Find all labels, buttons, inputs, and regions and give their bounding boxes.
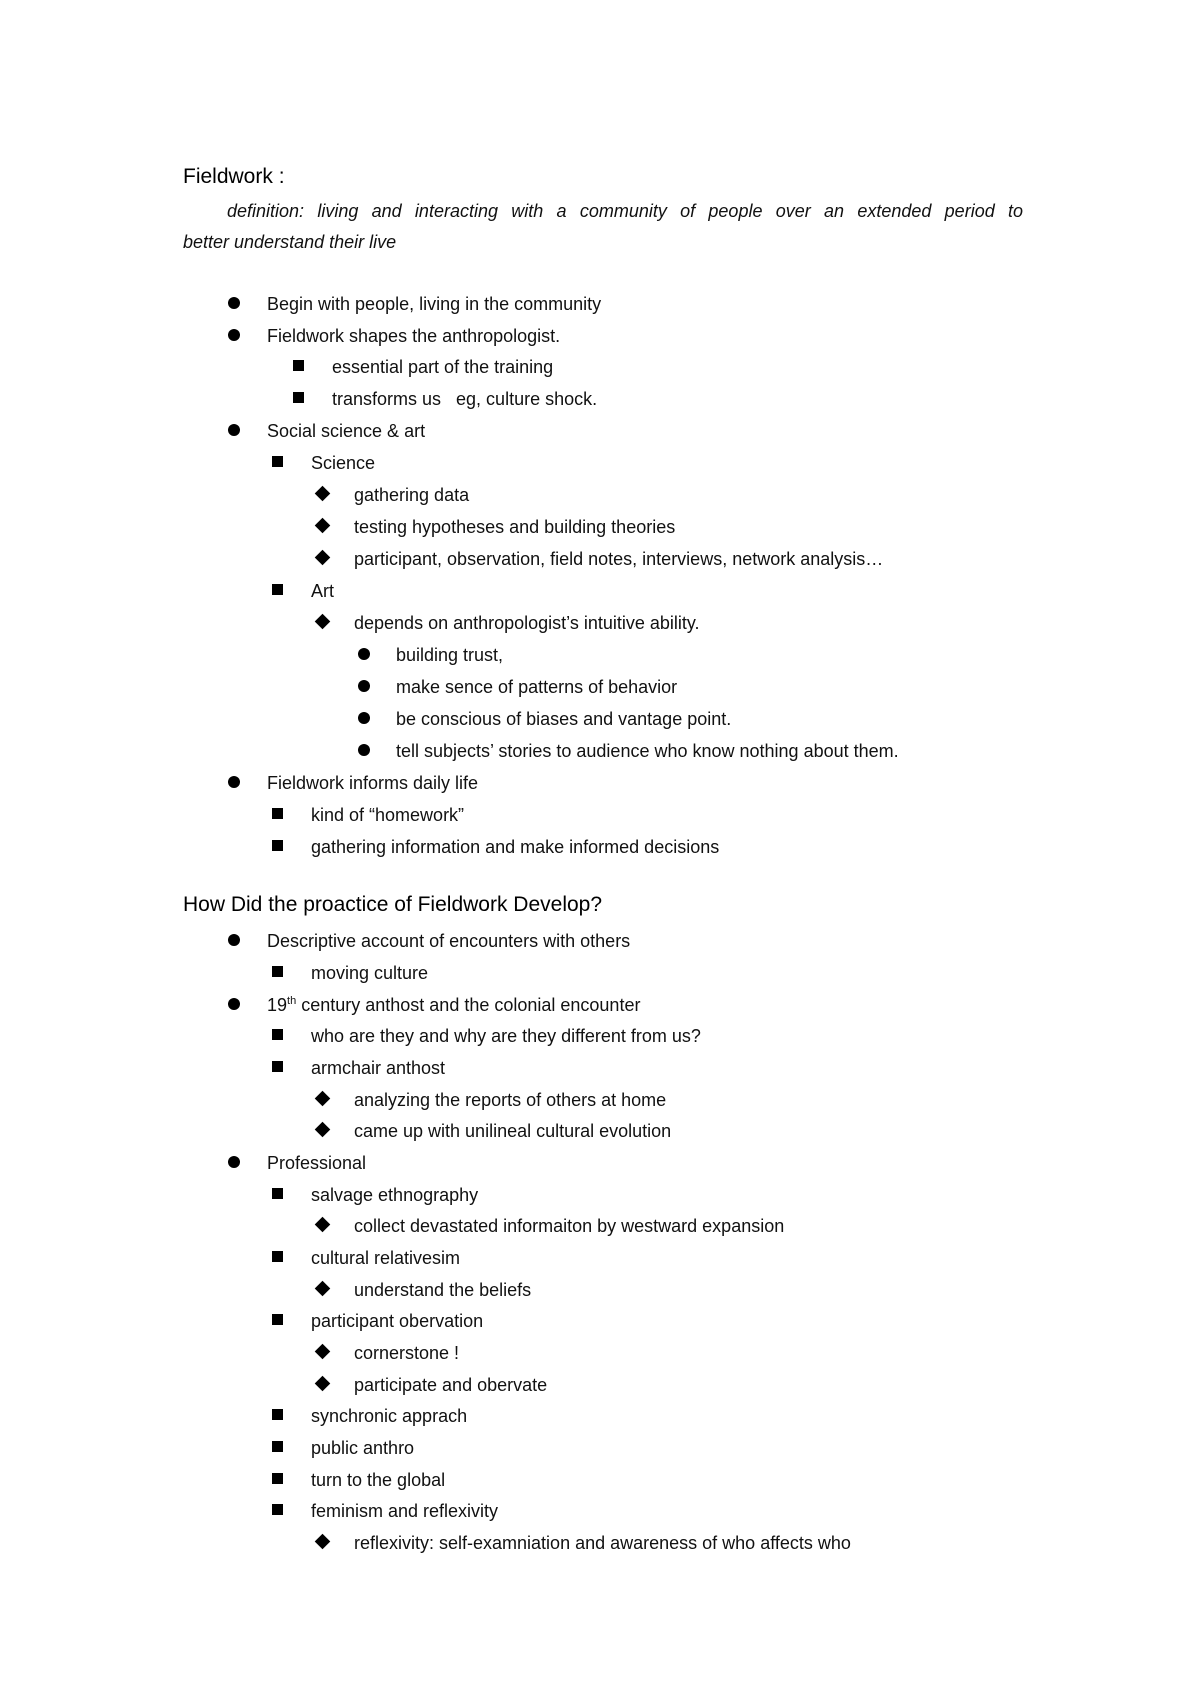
document-page: Fieldwork : definition: living and interacting with a community of people over an extended period to better understand their live Begin with people, living in the community Fieldwork shapes the anthropologist. essential part of the training transforms us eg, culture shock. Social science & art Science gathering data testing hypotheses and building theories participant, observation, field notes, interviews, network analysis… Art depends on anthropologist’s intuitive ability. building trust, make sence of patterns of behavior be conscious of biases and vantage point. tell subjects’ stories to audience who know nothing about them. Fieldwork informs daily life kind of “homework” gathering information and make informed decisions How Did the proactice of Fieldwork Develop? Descriptive account of encounters with others moving culture 19th century anthost and the colonial encounter who are they and why are they different from us? armchair anthost analyzing the reports of others at home came up with unilineal cultural evolution Professional salvage ethnography collect devastated informaiton by westward expansion cultural relativesim understand the beliefs participant obervation cornerstone ! participate and obervate synchronic apprach public anthro turn to the global feminism and reflexivity reflexivity: self-examniation and awareness of who affects who — [183, 165, 1023, 1553]
bullet-square-icon — [272, 808, 283, 819]
bullet-square-icon — [272, 1314, 283, 1325]
bullet-dot-icon — [228, 424, 240, 436]
bullet-square-icon — [272, 840, 283, 851]
section-title-history: How Did the proactice of Fieldwork Develop? — [183, 893, 603, 916]
definition-paragraph — [183, 196, 1023, 258]
bullet-dot-icon — [228, 329, 240, 341]
definition-line-2: better understand their live — [183, 232, 397, 252]
bullet-diamond-icon — [315, 1376, 331, 1392]
bullet-diamond-icon — [315, 1344, 331, 1360]
bullet-square-icon — [272, 966, 283, 977]
bullet-square-icon — [293, 392, 304, 403]
bullet-diamond-icon — [315, 1534, 331, 1550]
bullet-square-icon — [272, 1251, 283, 1262]
bullet-dot-icon — [358, 680, 370, 692]
bullet-dot-icon — [228, 297, 240, 309]
bullet-dot-icon — [228, 998, 240, 1010]
definition-line-1: definition: living and interacting with a community of people over an extended period to — [227, 201, 1023, 221]
section-title-fieldwork: Fieldwork : — [183, 165, 285, 188]
bullet-square-icon — [272, 1409, 283, 1420]
bullet-diamond-icon — [315, 614, 331, 630]
bullet-square-icon — [272, 1029, 283, 1040]
bullet-dot-icon — [358, 744, 370, 756]
bullet-diamond-icon — [315, 1217, 331, 1233]
bullet-diamond-icon — [315, 1281, 331, 1297]
bullet-square-icon — [272, 1061, 283, 1072]
bullet-diamond-icon — [315, 1091, 331, 1107]
bullet-square-icon — [272, 1188, 283, 1199]
bullet-diamond-icon — [315, 1122, 331, 1138]
bullet-dot-icon — [228, 1156, 240, 1168]
bullet-square-icon — [272, 1504, 283, 1515]
bullet-square-icon — [293, 360, 304, 371]
bullet-diamond-icon — [315, 550, 331, 566]
bullet-diamond-icon — [315, 518, 331, 534]
bullet-dot-icon — [358, 648, 370, 660]
bullet-square-icon — [272, 1473, 283, 1484]
bullet-dot-icon — [228, 934, 240, 946]
bullet-square-icon — [272, 584, 283, 595]
bullet-square-icon — [272, 456, 283, 467]
bullet-square-icon — [272, 1441, 283, 1452]
bullet-diamond-icon — [315, 486, 331, 502]
bullet-dot-icon — [358, 712, 370, 724]
bullet-dot-icon — [228, 776, 240, 788]
